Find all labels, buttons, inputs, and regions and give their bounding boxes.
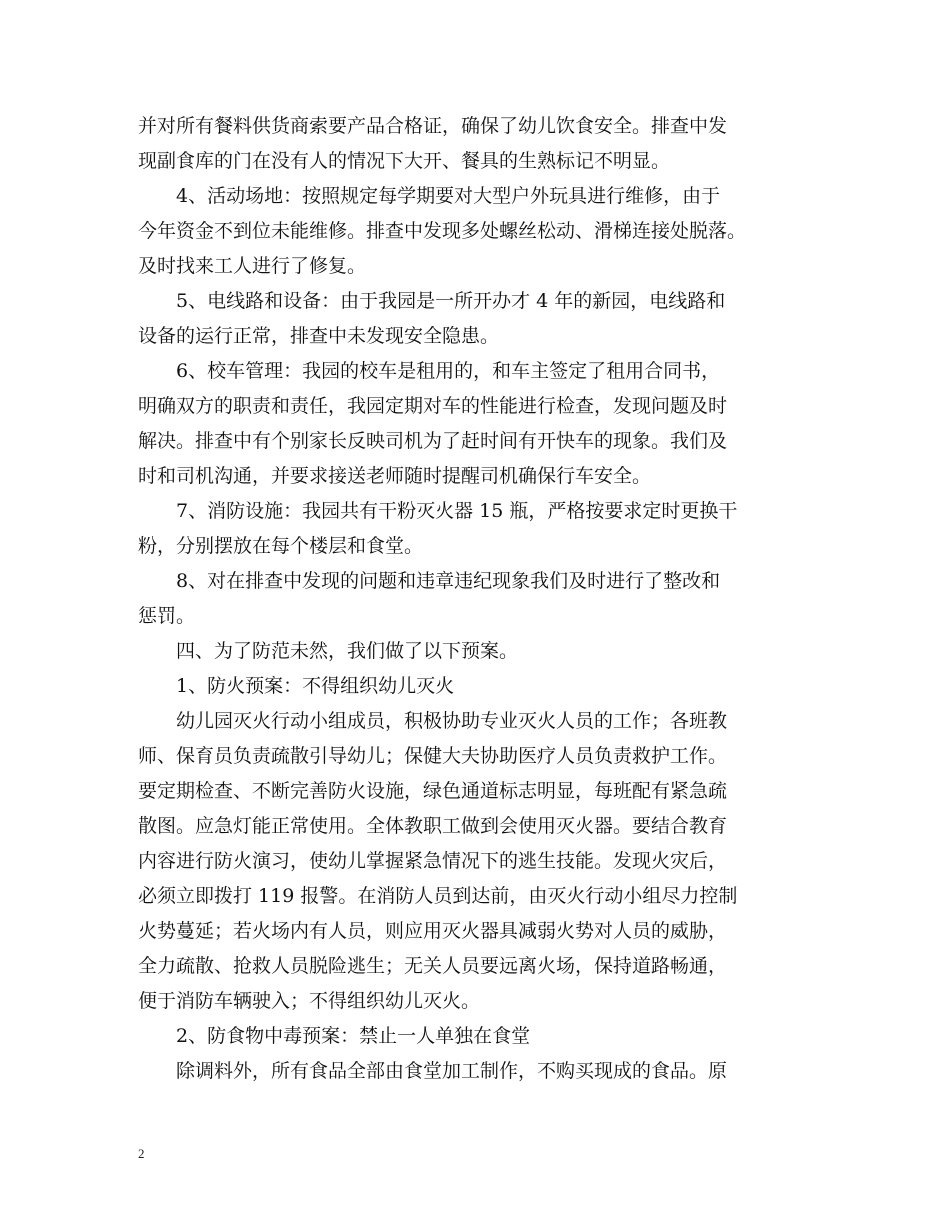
text-line: 四、为了防范未然，我们做了以下预案。 [176,640,519,662]
page-number: 2 [138,1146,145,1161]
text-line: 除调料外，所有食品全部由食堂加工制作，不购买现成的食品。原 [176,1060,728,1082]
text-line: 粉，分别摆放在每个楼层和食堂。 [138,535,424,557]
text-line: 设备的运行正常，排查中未发现安全隐患。 [138,325,500,347]
text-line: 2、防食物中毒预案：禁止一人单独在食堂 [176,1025,531,1047]
text-line: 要定期检查、不断完善防火设施，绿色通道标志明显，每班配有紧急疏 [138,780,728,802]
text-line: 7、消防设施：我园共有干粉灭火器 15 瓶，严格按要求定时更换干 [176,500,738,522]
text-line: 及时找来工人进行了修复。 [138,255,367,277]
text-line: 今年资金不到位未能维修。排查中发现多处螺丝松动、滑梯连接处脱落。 [138,220,747,242]
text-line: 8、对在排查中发现的问题和违章违纪现象我们及时进行了整改和 [176,570,721,592]
text-line: 6、校车管理：我园的校车是租用的，和车主签定了租用合同书， [176,360,721,382]
text-line: 惩罚。 [138,605,196,627]
text-line: 时和司机沟通，并要求接送老师随时提醒司机确保行车安全。 [138,465,652,487]
text-line: 散图。应急灯能正常使用。全体教职工做到会使用灭火器。要结合教育 [138,815,728,837]
text-line: 5、电线路和设备：由于我园是一所开办才 4 年的新园，电线路和 [176,290,726,312]
text-line: 4、活动场地：按照规定每学期要对大型户外玩具进行维修，由于 [176,185,721,207]
text-line: 全力疏散、抢救人员脱险逃生；无关人员要远离火场，保持道路畅通， [138,955,728,977]
text-line: 师、保育员负责疏散引导幼儿；保健大夫协助医疗人员负责救护工作。 [138,745,728,767]
text-line: 内容进行防火演习，使幼儿掌握紧急情况下的逃生技能。发现火灾后， [138,850,728,872]
text-line: 幼儿园灭火行动小组成员，积极协助专业灭火人员的工作；各班教 [176,710,728,732]
text-line: 现副食库的门在没有人的情况下大开、餐具的生熟标记不明显。 [138,150,671,172]
text-line: 明确双方的职责和责任，我园定期对车的性能进行检查，发现问题及时 [138,395,728,417]
text-line: 便于消防车辆驶入；不得组织幼儿灭火。 [138,990,481,1012]
text-line: 1、防火预案：不得组织幼儿灭火 [176,675,455,697]
document-body [138,109,818,1089]
text-line: 火势蔓延；若火场内有人员，则应用灭火器具减弱火势对人员的威胁， [138,920,728,942]
text-line: 必须立即拨打 119 报警。在消防人员到达前，由灭火行动小组尽力控制 [138,885,738,907]
text-line: 解决。排查中有个别家长反映司机为了赶时间有开快车的现象。我们及 [138,430,728,452]
text-line: 并对所有餐料供货商索要产品合格证，确保了幼儿饮食安全。排查中发 [138,115,728,137]
